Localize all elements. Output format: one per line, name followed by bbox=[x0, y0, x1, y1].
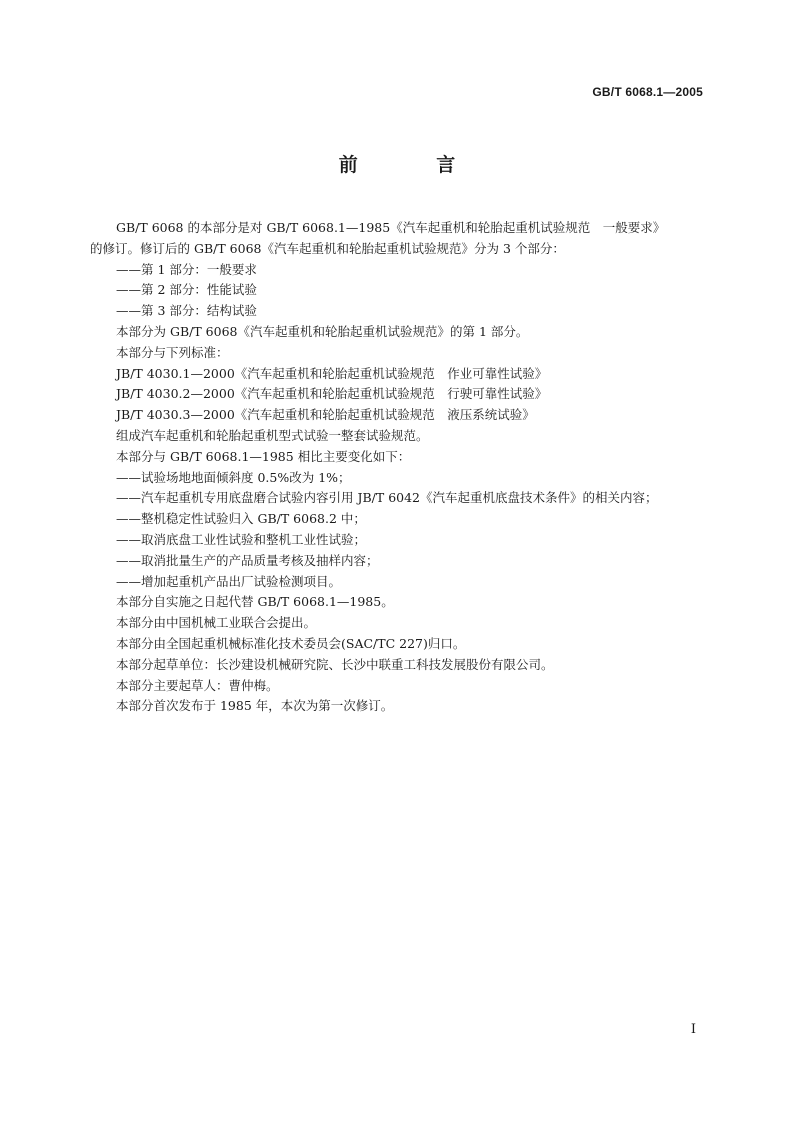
change-item-6: ——增加起重机产品出厂试验检测项目。 bbox=[116, 573, 342, 589]
change-item-5: ——取消批量生产的产品质量考核及抽样内容； bbox=[116, 552, 379, 568]
list-item-part-3: ——第 3 部分：结构试验 bbox=[116, 303, 257, 319]
page-number: I bbox=[690, 1022, 696, 1037]
related-standard-1: JB/T 4030.1—2000《汽车起重机和轮胎起重机试验规范 作业可靠性试验》 bbox=[116, 365, 548, 381]
paragraph-related-standards: 本部分与下列标准： bbox=[116, 344, 229, 360]
related-standard-2: JB/T 4030.2—2000《汽车起重机和轮胎起重机试验规范 行驶可靠性试验》 bbox=[116, 386, 548, 402]
foreword-body bbox=[90, 218, 710, 717]
standard-code-header: GB/T 6068.1—2005 bbox=[592, 85, 703, 99]
paragraph-changes-intro: 本部分与 GB/T 6068.1—1985 相比主要变化如下： bbox=[116, 448, 411, 464]
list-item-part-2: ——第 2 部分：性能试验 bbox=[116, 282, 257, 298]
paragraph-intro-continued: 的修订。修订后的 GB/T 6068《汽车起重机和轮胎起重机试验规范》分为 3 个部分： bbox=[90, 240, 565, 256]
paragraph-intro: GB/T 6068 的本部分是对 GB/T 6068.1—1985《汽车起重机和轮胎起重机试验规范 一般要求》 bbox=[116, 220, 666, 235]
paragraph-publication-history: 本部分首次发布于 1985 年，本次为第一次修订。 bbox=[116, 698, 394, 714]
paragraph-drafters: 本部分主要起草人：曹仲梅。 bbox=[116, 677, 279, 693]
paragraph-drafting-units: 本部分起草单位：长沙建设机械研究院、长沙中联重工科技发展股份有限公司。 bbox=[116, 656, 554, 672]
change-item-3: ——整机稳定性试验归入 GB/T 6068.2 中； bbox=[116, 511, 366, 527]
paragraph-managed-by: 本部分由全国起重机械标准化技术委员会(SAC/TC 227)归口。 bbox=[116, 635, 466, 651]
paragraph-proposed-by: 本部分由中国机械工业联合会提出。 bbox=[116, 615, 317, 631]
paragraph-combined: 组成汽车起重机和轮胎起重机型式试验一整套试验规范。 bbox=[116, 427, 429, 443]
change-item-2: ——汽车起重机专用底盘磨合试验内容引用 JB/T 6042《汽车起重机底盘技术条件》的相关内容； bbox=[116, 490, 658, 506]
change-item-4: ——取消底盘工业性试验和整机工业性试验； bbox=[116, 531, 367, 547]
paragraph-replaces: 本部分自实施之日起代替 GB/T 6068.1—1985。 bbox=[116, 594, 394, 610]
page-title: 前 言 bbox=[338, 154, 492, 176]
related-standard-3: JB/T 4030.3—2000《汽车起重机和轮胎起重机试验规范 液压系统试验》 bbox=[116, 407, 535, 423]
change-item-1: ——试验场地地面倾斜度 0.5%改为 1%； bbox=[116, 469, 351, 485]
list-item-part-1: ——第 1 部分：一般要求 bbox=[116, 261, 257, 277]
paragraph-part-statement: 本部分为 GB/T 6068《汽车起重机和轮胎起重机试验规范》的第 1 部分。 bbox=[116, 323, 529, 339]
